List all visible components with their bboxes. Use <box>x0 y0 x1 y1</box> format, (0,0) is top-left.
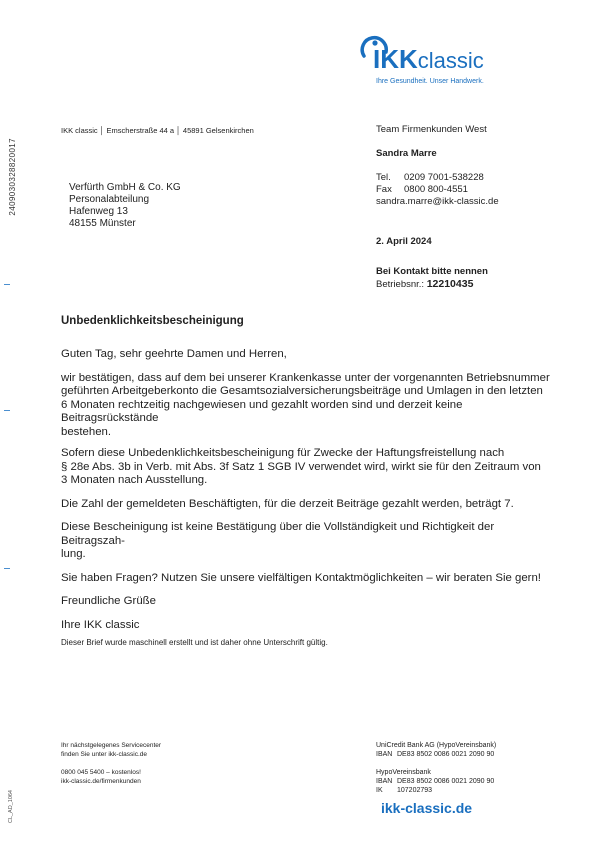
closing: Freundliche Grüße <box>61 595 156 607</box>
betriebsnr-row <box>376 278 499 291</box>
p1-line-1: wir bestätigen, dass auf dem bei unserer Krankenkasse unter der vorgenannten Betriebsnummer <box>61 371 550 384</box>
logo-ikk-text: IKK <box>373 44 418 74</box>
p4-line-1: Diese Bescheinigung ist keine Bestätigung über die Vollständigkeit und Richtigkeit der Beitragszah- <box>61 521 495 547</box>
ikk-logo <box>360 30 500 92</box>
betriebsnr-label: Betriebsnr.: <box>376 279 425 290</box>
contact-fax-row <box>376 184 499 196</box>
paragraph-4 <box>61 521 561 562</box>
signature: Ihre IKK classic <box>61 618 140 631</box>
fax-label: Fax <box>376 184 392 195</box>
iban1-value: DE83 8502 0086 0021 2090 90 <box>397 751 495 758</box>
logo-classic-text: classic <box>417 48 484 73</box>
paragraph-3: Die Zahl der gemeldeten Beschäftigten, für die derzeit Beiträge gezahlt werden, beträgt 7. <box>61 497 514 510</box>
contact-team: Team Firmenkunden West <box>376 124 487 135</box>
letter-greeting: Guten Tag, sehr geehrte Damen und Herren, <box>61 348 287 360</box>
side-form-code: CL_AD_1064 <box>8 790 14 824</box>
p1-line-4: bestehen. <box>61 425 112 438</box>
p2-line-3: 3 Monaten nach Ausstellung. <box>61 474 208 486</box>
footer-firmenkunden-link[interactable]: ikk-classic.de/firmenkunden <box>61 778 141 785</box>
letter-body <box>61 314 561 648</box>
footer-hotline: 0800 045 5400 – kostenlos! <box>61 769 141 776</box>
recipient-address <box>69 182 181 230</box>
iban-label: IBAN <box>376 751 393 758</box>
bank2-name: HypoVereinsbank <box>376 769 431 776</box>
letter-subject: Unbedenklichkeitsbescheinigung <box>61 315 244 327</box>
fax-number: 0800 800-4551 <box>404 184 468 195</box>
contact-email: sandra.marre@ikk-classic.de <box>376 196 499 207</box>
ik-label: IK <box>376 787 383 794</box>
paragraph-5: Sie haben Fragen? Nutzen Sie unsere vielfältigen Kontaktmöglichkeiten – wir beraten Sie gern! <box>61 571 541 584</box>
letter-date: 2. April 2024 <box>376 236 432 247</box>
recipient-company: Verfürth GmbH & Co. KG <box>69 182 181 193</box>
logo-wordmark <box>373 44 484 76</box>
p2-line-1: Sofern diese Unbedenklichkeitsbescheinigung für Zwecke der Haftungsfreistellung nach <box>61 447 505 459</box>
sender-line: IKK classic │ Emscherstraße 44 a │ 45891 Gelsenkirchen <box>61 126 254 135</box>
p1-line-2: geführten Arbeitgeberkonto die Gesamtsozialversicherungsbeiträge und Umlagen in den letzten <box>61 385 543 397</box>
betriebsnr-value: 12210435 <box>426 278 474 290</box>
machine-note: Dieser Brief wurde maschinell erstellt und ist daher ohne Unterschrift gültig. <box>61 638 328 647</box>
contact-block <box>376 124 499 291</box>
iban-label: IBAN <box>376 778 393 785</box>
bank1-name: UniCredit Bank AG (HypoVereinsbank) <box>376 742 497 749</box>
footer-servicecenter-link[interactable]: finden Sie unter ikk-classic.de <box>61 751 147 758</box>
recipient-department: Personalabteilung <box>69 194 150 205</box>
website-link[interactable]: ikk-classic.de <box>381 800 473 816</box>
bank1-iban-row <box>376 750 496 759</box>
tel-label: Tel. <box>376 172 391 183</box>
p4-line-2: lung. <box>61 548 86 560</box>
footer-left <box>61 741 161 786</box>
iban2-value: DE83 8502 0086 0021 2090 90 <box>397 778 495 785</box>
footer-right <box>376 741 496 795</box>
fold-mark-top <box>4 284 10 285</box>
contact-name: Sandra Marre <box>376 148 437 159</box>
fold-mark-bottom <box>4 568 10 569</box>
logo-tagline: Ihre Gesundheit. Unser Handwerk. <box>376 78 484 85</box>
tel-number: 0209 7001-538228 <box>404 172 484 183</box>
p1-line-3: 6 Monaten rechtzeitig nachgewiesen und gezahlt worden sind und derzeit keine Beitragsrückstände <box>61 398 463 424</box>
side-document-code: 2409030328820017 <box>8 138 17 216</box>
recipient-street: Hafenweg 13 <box>69 206 128 217</box>
fold-mark-middle <box>4 410 10 411</box>
reference-label: Bei Kontakt bitte nennen <box>376 266 488 277</box>
p2-line-2: § 28e Abs. 3b in Verb. mit Abs. 3f Satz 1 SGB IV verwendet wird, wirkt sie für den Zeitraum von <box>61 460 541 473</box>
ik-row <box>376 786 496 795</box>
paragraph-1 <box>61 372 561 440</box>
bank2-iban-row <box>376 777 496 786</box>
contact-tel-row <box>376 172 499 184</box>
ik-value: 107202793 <box>397 787 433 794</box>
footer-servicecenter-label: Ihr nächstgelegenes Servicecenter <box>61 742 162 749</box>
recipient-city: 48155 Münster <box>69 218 136 229</box>
paragraph-2 <box>61 447 561 488</box>
